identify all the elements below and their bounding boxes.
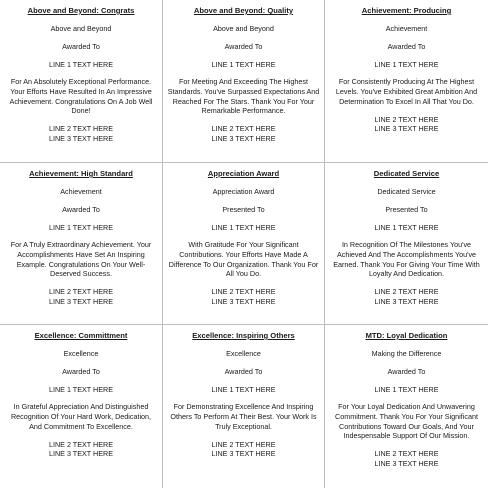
certificate-heading: Achievement xyxy=(385,24,428,33)
certificate-message: In Grateful Appreciation And Distinguished Recognition Of Your Hard Work, Dedication, And Commitment To Excellence. xyxy=(10,402,152,431)
certificate-title: Achievement: High Standard xyxy=(29,169,133,178)
certificate-footer xyxy=(329,287,484,306)
certificate-footer xyxy=(167,287,320,306)
certificate-message: In Recognition Of The Milestones You've Achieved And The Accomplishments You've Earned. Thank You For Giving Your Time With Loyalty And Dedication. xyxy=(333,240,480,279)
certificate-footer xyxy=(4,440,158,459)
certificate-awarded-label: Presented To xyxy=(222,204,265,214)
certificate-line-2: LINE 2 TEXT HERE xyxy=(211,287,276,297)
certificate-title: Appreciation Award xyxy=(207,169,280,178)
certificate-line-3: LINE 3 TEXT HERE xyxy=(211,133,276,143)
certificate-message: For Meeting And Exceeding The Highest Standards. You've Surpassed Expectations And Reached For The Stars. Thank You For Your Remarkable Performance. xyxy=(167,77,320,116)
certificate-heading: Appreciation Award xyxy=(212,187,275,196)
certificate-footer xyxy=(167,124,320,143)
certificate-card[interactable] xyxy=(325,325,488,488)
certificate-awarded-label: Awarded To xyxy=(62,366,100,376)
certificate-card[interactable] xyxy=(163,0,325,163)
certificate-recipient: LINE 1 TEXT HERE xyxy=(211,384,276,394)
certificate-title: Excellence: Committment xyxy=(34,331,128,340)
certificate-heading: Dedicated Service xyxy=(377,187,436,196)
certificate-line-2: LINE 2 TEXT HERE xyxy=(374,449,439,459)
certificate-message: For An Absolutely Exceptional Performance. Your Efforts Have Resulted In An Impressive Achievement. Congratulations On A Job Well Done! xyxy=(9,77,153,116)
certificate-heading: Above and Beyond xyxy=(50,24,112,33)
certificate-line-3: LINE 3 TEXT HERE xyxy=(48,449,114,459)
certificate-awarded-label: Presented To xyxy=(385,204,428,214)
certificate-message: For Demonstrating Excellence And Inspiring Others To Perform At Their Best. Your Work Is Truly Exceptional. xyxy=(170,402,317,431)
certificate-footer xyxy=(329,449,484,468)
certificate-title: Excellence: Inspiring Others xyxy=(192,331,295,340)
certificate-recipient: LINE 1 TEXT HERE xyxy=(48,384,114,394)
certificate-footer xyxy=(167,440,320,459)
certificate-card[interactable] xyxy=(0,163,163,325)
certificate-recipient: LINE 1 TEXT HERE xyxy=(211,59,276,69)
certificate-line-3: LINE 3 TEXT HERE xyxy=(374,458,439,468)
certificate-heading: Above and Beyond xyxy=(213,24,274,33)
certificate-card[interactable] xyxy=(163,325,325,488)
certificate-awarded-label: Awarded To xyxy=(387,366,426,376)
certificate-awarded-label: Awarded To xyxy=(62,41,100,51)
certificate-line-3: LINE 3 TEXT HERE xyxy=(48,296,114,306)
certificate-line-2: LINE 2 TEXT HERE xyxy=(374,114,439,124)
certificate-heading: Excellence xyxy=(226,349,261,358)
certificate-line-3: LINE 3 TEXT HERE xyxy=(374,296,439,306)
certificate-message: With Gratitude For Your Significant Contributions. Your Efforts Have Made A Difference To Our Organization. Thank You For All You Do. xyxy=(168,240,319,279)
certificate-card[interactable] xyxy=(0,0,163,163)
certificate-line-3: LINE 3 TEXT HERE xyxy=(48,133,114,143)
certificate-line-3: LINE 3 TEXT HERE xyxy=(211,296,276,306)
certificate-line-2: LINE 2 TEXT HERE xyxy=(48,287,114,297)
certificate-heading: Making the Difference xyxy=(371,349,442,358)
certificate-message: For Your Loyal Dedication And Unwavering Commitment. Thank You For Your Significant Contributions Toward Our Goals, And Your Indespensable Support Of Our Mission. xyxy=(335,402,478,441)
certificate-message: For A Truly Extraordinary Achievement. Your Accomplishments Have Set An Inspiring Example. Congratulations On Your Well-Deserved Success. xyxy=(10,240,152,279)
certificate-title: Above and Beyond: Quality xyxy=(193,6,294,15)
certificate-line-3: LINE 3 TEXT HERE xyxy=(374,124,439,134)
certificate-card[interactable] xyxy=(325,163,488,325)
certificate-footer xyxy=(4,124,158,143)
certificate-card[interactable] xyxy=(163,163,325,325)
certificate-awarded-label: Awarded To xyxy=(224,41,263,51)
certificate-footer xyxy=(329,115,484,134)
certificate-title: MTD: Loyal Dedication xyxy=(365,331,448,340)
certificate-heading: Achievement xyxy=(60,187,102,196)
certificate-heading: Excellence xyxy=(63,349,99,358)
certificate-recipient: LINE 1 TEXT HERE xyxy=(374,384,439,394)
certificate-message: For Consistently Producing At The Highest Levels. You've Exhibited Great Ambition And Determination To Excel In All That You Do. xyxy=(335,77,478,106)
certificate-recipient: LINE 1 TEXT HERE xyxy=(374,222,439,232)
certificate-recipient: LINE 1 TEXT HERE xyxy=(48,222,114,232)
certificate-title: Above and Beyond: Congrats xyxy=(27,6,135,15)
certificate-card[interactable] xyxy=(325,0,488,163)
certificate-title: Dedicated Service xyxy=(373,169,440,178)
certificate-card[interactable] xyxy=(0,325,163,488)
certificate-line-2: LINE 2 TEXT HERE xyxy=(48,124,114,134)
certificate-line-2: LINE 2 TEXT HERE xyxy=(48,439,114,449)
certificate-awarded-label: Awarded To xyxy=(62,204,100,214)
certificate-recipient: LINE 1 TEXT HERE xyxy=(374,59,439,69)
certificate-line-3: LINE 3 TEXT HERE xyxy=(211,449,276,459)
certificate-line-2: LINE 2 TEXT HERE xyxy=(211,124,276,134)
certificate-awarded-label: Awarded To xyxy=(387,41,426,51)
certificate-title: Achievement: Producing xyxy=(361,6,452,15)
certificate-awarded-label: Awarded To xyxy=(224,366,263,376)
certificate-recipient: LINE 1 TEXT HERE xyxy=(48,59,114,69)
certificate-recipient: LINE 1 TEXT HERE xyxy=(211,222,276,232)
certificate-footer xyxy=(4,287,158,306)
certificate-line-2: LINE 2 TEXT HERE xyxy=(211,439,276,449)
certificate-line-2: LINE 2 TEXT HERE xyxy=(374,287,439,297)
